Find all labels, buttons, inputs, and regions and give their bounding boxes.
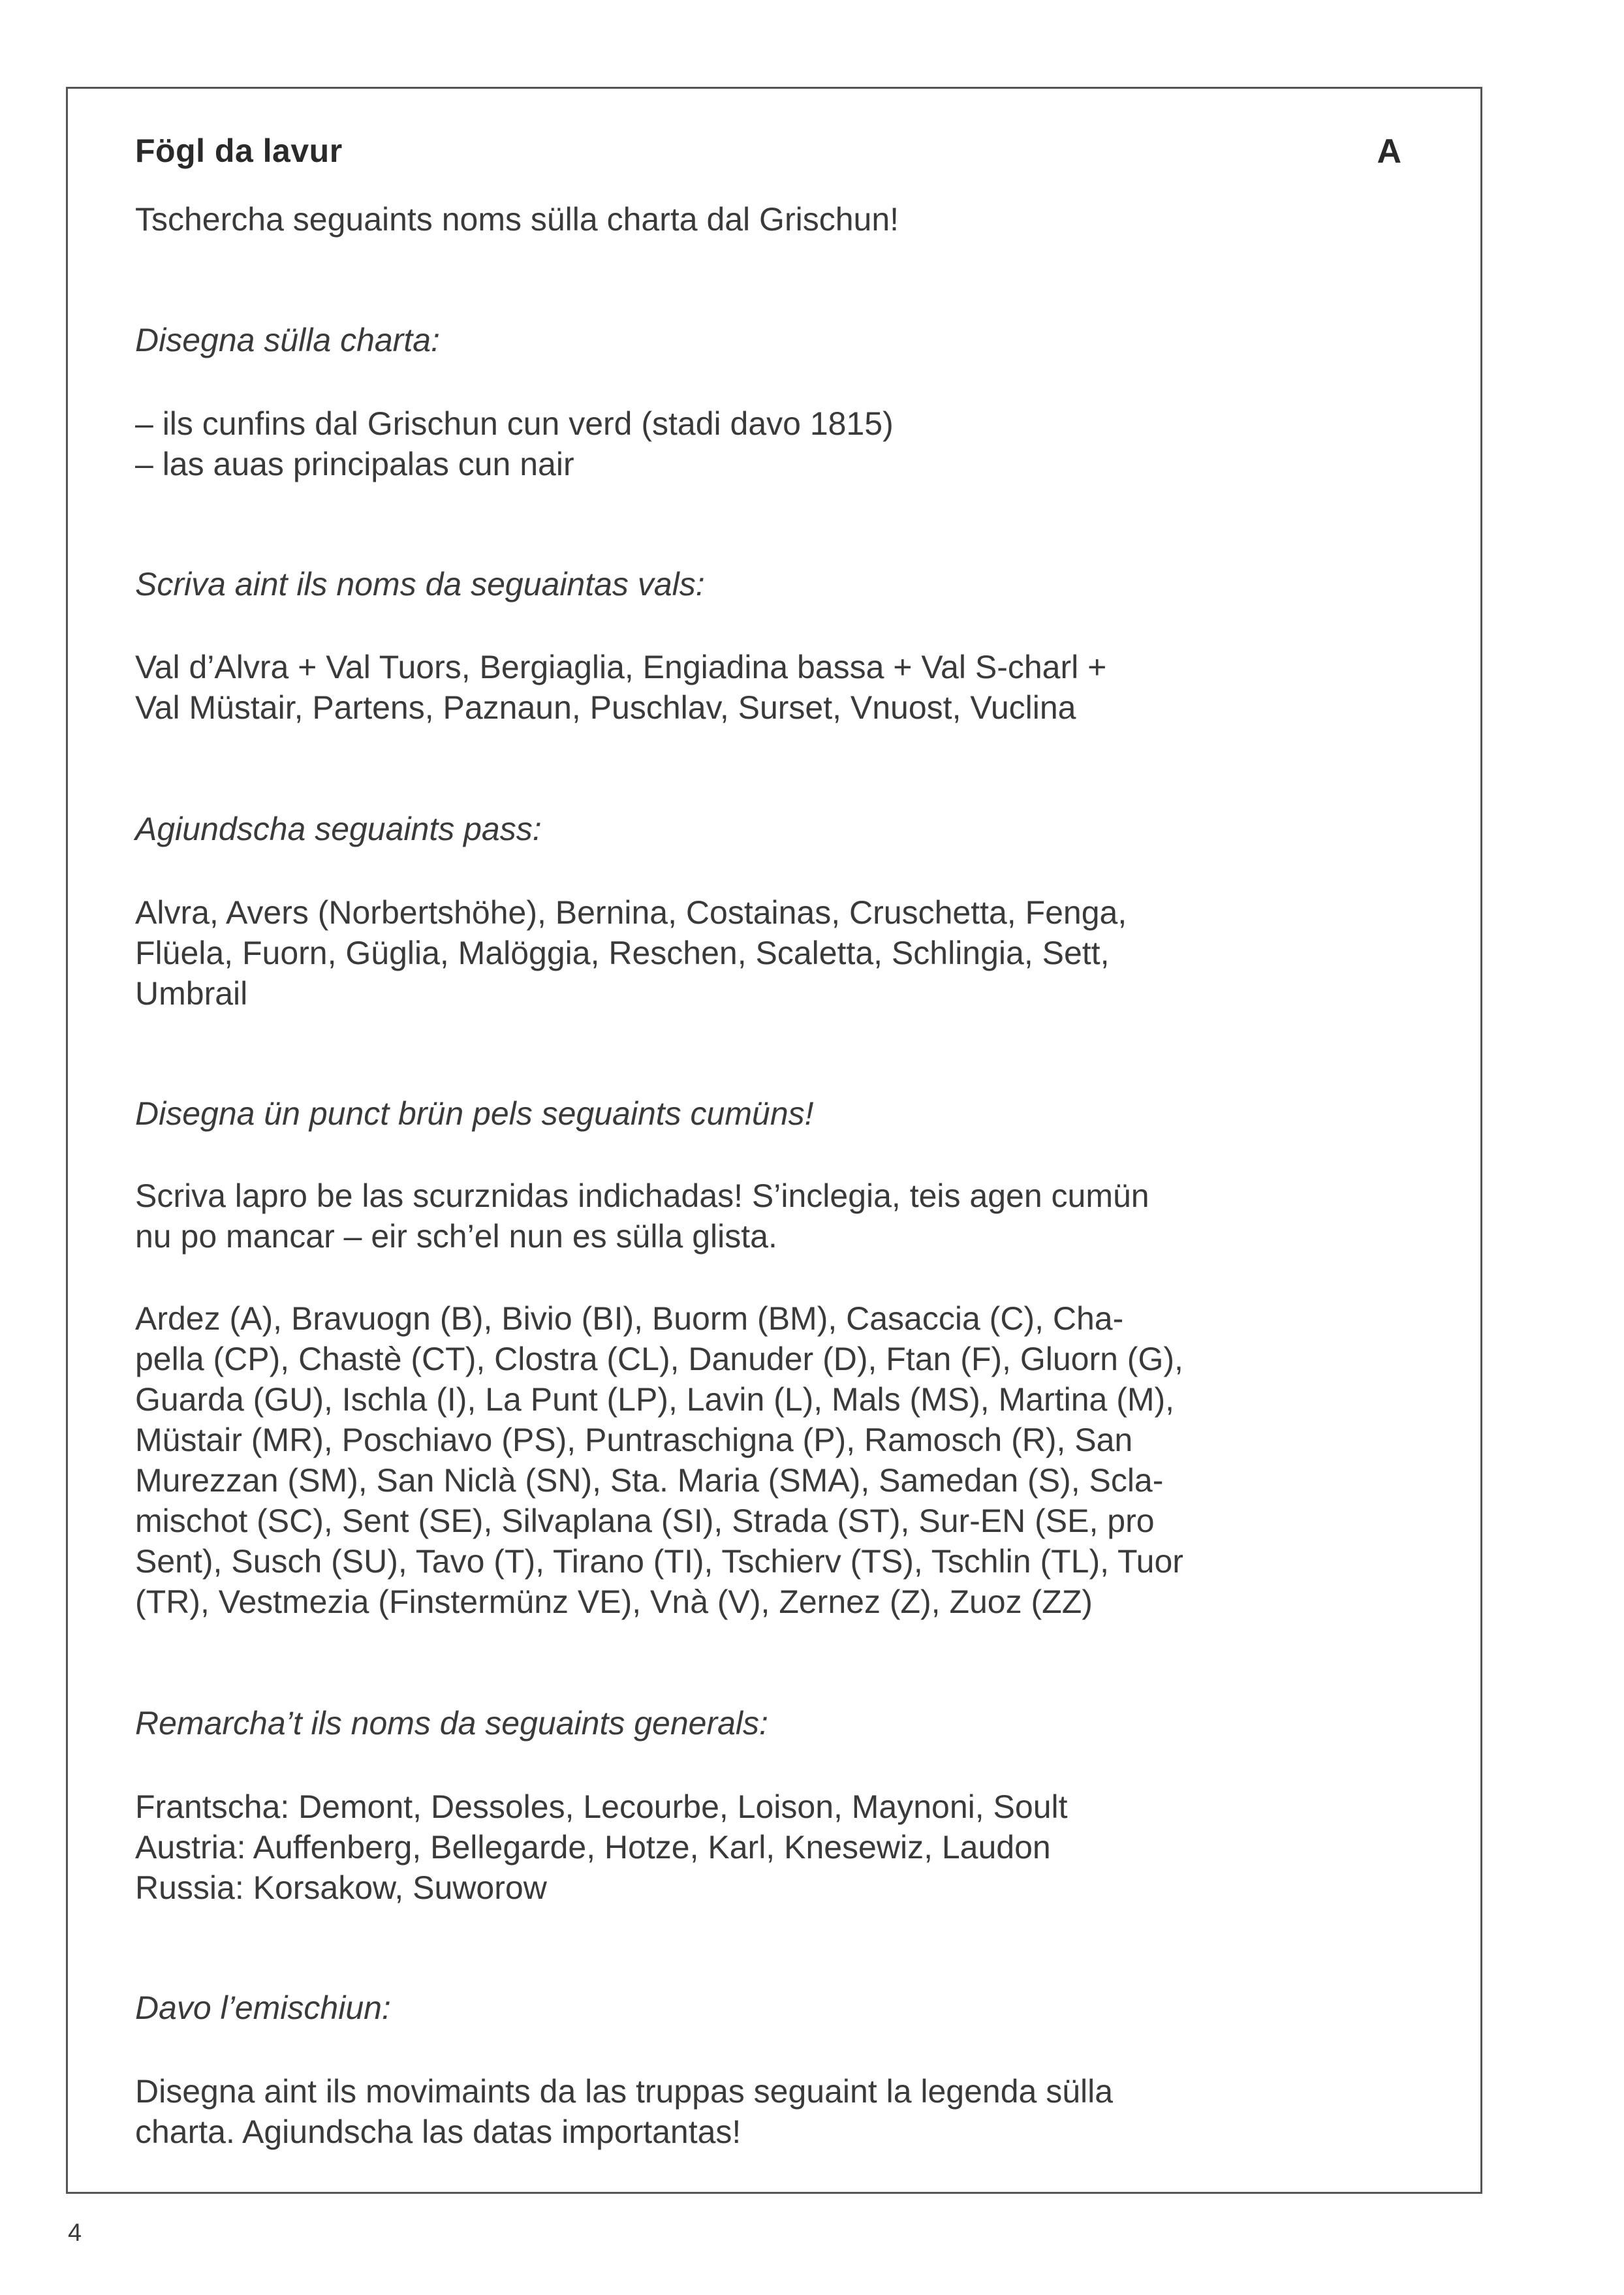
passes-line: Umbrail	[135, 975, 248, 1012]
generals-line: Austria: Auffenberg, Bellegarde, Hotze, Karl, Knesewiz, Laudon	[135, 1829, 1051, 1866]
valleys-heading: Scriva aint ils noms da seguaintas vals:	[135, 566, 705, 602]
municipality-list-line: mischot (SC), Sent (SE), Silvaplana (SI), Strada (ST), Sur-EN (SE, pro	[135, 1503, 1155, 1539]
passes-line: Flüela, Fuorn, Güglia, Malöggia, Reschen, Scaletta, Schlingia, Sett,	[135, 935, 1110, 971]
municipalities-heading: Disegna ün punct brün pels seguaints cumüns!	[135, 1095, 814, 1132]
municipalities-instruction: nu po mancar – eir sch’el nun es sülla glista.	[135, 1218, 777, 1255]
intro-text: Tschercha seguaints noms sülla charta dal Grischun!	[135, 201, 899, 238]
municipality-list-line: (TR), Vestmezia (Finstermünz VE), Vnà (V), Zernez (Z), Zuoz (ZZ)	[135, 1584, 1093, 1620]
generals-line: Russia: Korsakow, Suworow	[135, 1869, 547, 1906]
worksheet-title: Fögl da lavur	[135, 133, 343, 169]
worksheet-frame	[66, 87, 1482, 2194]
municipality-list-line: pella (CP), Chastè (CT), Clostra (CL), Danuder (D), Ftan (F), Gluorn (G),	[135, 1341, 1183, 1377]
generals-line: Frantscha: Demont, Dessoles, Lecourbe, Loison, Maynoni, Soult	[135, 1788, 1068, 1825]
municipality-list-line: Ardez (A), Bravuogn (B), Bivio (BI), Buorm (BM), Casaccia (C), Cha-	[135, 1300, 1124, 1337]
municipalities-instruction: Scriva lapro be las scurznidas indichadas! S’inclegia, teis agen cumün	[135, 1178, 1149, 1214]
worksheet-header	[135, 112, 1414, 171]
draw-map-item: – las auas principalas cun nair	[135, 446, 574, 482]
worksheet-content	[135, 112, 1414, 2150]
municipality-list-line: Guarda (GU), Ischla (I), La Punt (LP), Lavin (L), Mals (MS), Martina (M),	[135, 1381, 1175, 1418]
page-number: 4	[68, 2219, 82, 2247]
draw-map-heading: Disegna sülla charta:	[135, 322, 440, 358]
worksheet-letter: A	[1377, 133, 1401, 170]
after-reading-line: Disegna aint ils movimaints da las truppas seguaint la legenda sülla	[135, 2073, 1114, 2110]
after-reading-heading: Davo l’emischiun:	[135, 1990, 391, 2026]
generals-heading: Remarcha’t ils noms da seguaints generals:	[135, 1705, 768, 1741]
valleys-line: Val Müstair, Partens, Paznaun, Puschlav, Surset, Vnuost, Vuclina	[135, 689, 1076, 726]
municipality-list-line: Müstair (MR), Poschiavo (PS), Puntraschigna (P), Ramosch (R), San	[135, 1422, 1133, 1458]
municipality-list-line: Murezzan (SM), San Niclà (SN), Sta. Maria (SMA), Samedan (S), Scla-	[135, 1462, 1164, 1499]
passes-heading: Agiundscha seguaints pass:	[135, 811, 542, 847]
after-reading-line: charta. Agiundscha las datas importantas!	[135, 2114, 742, 2150]
municipality-list-line: Sent), Susch (SU), Tavo (T), Tirano (TI), Tschierv (TS), Tschlin (TL), Tuor	[135, 1543, 1183, 1580]
valleys-line: Val d’Alvra + Val Tuors, Bergiaglia, Engiadina bassa + Val S-charl +	[135, 649, 1107, 685]
passes-line: Alvra, Avers (Norbertshöhe), Bernina, Costainas, Cruschetta, Fenga,	[135, 894, 1127, 931]
draw-map-item: – ils cunfins dal Grischun cun verd (stadi davo 1815)	[135, 405, 894, 442]
